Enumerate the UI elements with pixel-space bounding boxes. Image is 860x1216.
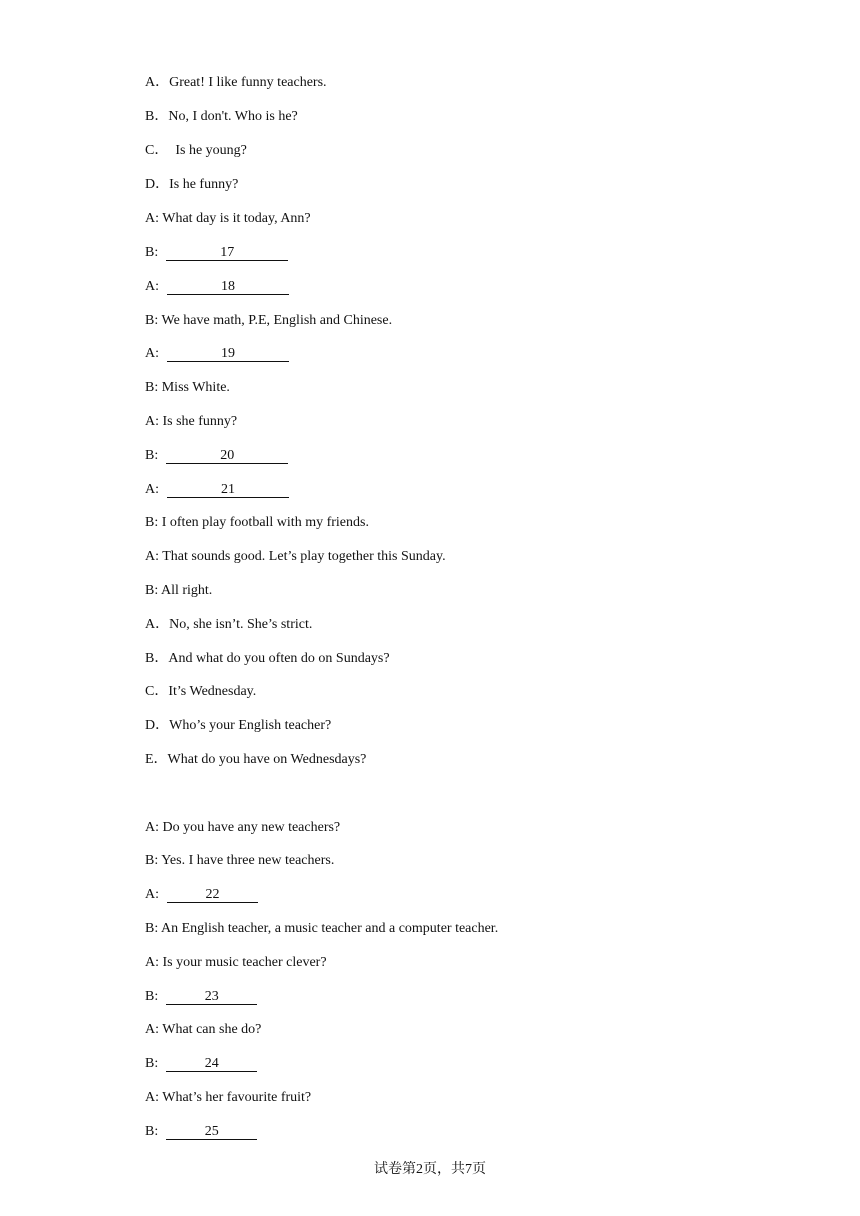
dialogue-line: A: What day is it today, Ann? [145, 211, 311, 226]
answer-blank[interactable]: 21 [167, 482, 289, 498]
answer-blank[interactable]: 18 [167, 279, 289, 295]
option-d: D．Who’s your English teacher? [145, 718, 332, 733]
answer-blank[interactable]: 22 [167, 887, 258, 903]
option-a: A．No, she isn’t. She’s strict. [145, 617, 313, 632]
dialogue-line: A: 18 [145, 278, 289, 296]
dialogue-line: A: 19 [145, 345, 289, 363]
dialogue-line: A: What’s her favourite fruit? [145, 1090, 312, 1105]
answer-blank[interactable]: 19 [167, 346, 289, 362]
answer-blank[interactable]: 24 [166, 1056, 257, 1072]
dialogue-line: A: Is your music teacher clever? [145, 955, 327, 970]
dialogue-line: B: We have math, P.E, English and Chinese. [145, 313, 393, 328]
dialogue-line: B: 23 [145, 988, 257, 1006]
dialogue-line: B: 24 [145, 1055, 257, 1073]
dialogue-line: B: 17 [145, 244, 288, 262]
dialogue-line: B: 20 [145, 447, 288, 465]
dialogue-line: A: That sounds good. Let’s play together this Sunday. [145, 549, 446, 564]
page-footer: 试卷第2页，共7页 [374, 1162, 486, 1177]
option-b: B．No, I don't. Who is he? [145, 109, 298, 124]
answer-blank[interactable]: 20 [166, 448, 288, 464]
answer-blank[interactable]: 17 [166, 245, 288, 261]
option-b: B．And what do you often do on Sundays? [145, 651, 390, 666]
dialogue-line: B: An English teacher, a music teacher and a computer teacher. [145, 921, 499, 936]
option-c: C． Is he young? [145, 143, 247, 158]
answer-blank[interactable]: 25 [166, 1124, 257, 1140]
dialogue-line: A: 21 [145, 481, 289, 499]
option-e: E．What do you have on Wednesdays? [145, 752, 367, 767]
dialogue-line: B: Miss White. [145, 380, 230, 395]
option-d: D．Is he funny? [145, 177, 239, 192]
dialogue-line: A: Is she funny? [145, 414, 238, 429]
dialogue-line: B: All right. [145, 583, 213, 598]
option-c: C．It’s Wednesday. [145, 684, 257, 699]
option-a: A．Great! I like funny teachers. [145, 75, 327, 90]
answer-blank[interactable]: 23 [166, 989, 257, 1005]
dialogue-line: A: 22 [145, 886, 258, 904]
dialogue-line: A: What can she do? [145, 1022, 262, 1037]
dialogue-line: B: 25 [145, 1123, 257, 1141]
dialogue-line: B: Yes. I have three new teachers. [145, 853, 335, 868]
dialogue-line: A: Do you have any new teachers? [145, 820, 341, 835]
dialogue-line: B: I often play football with my friends. [145, 515, 369, 530]
